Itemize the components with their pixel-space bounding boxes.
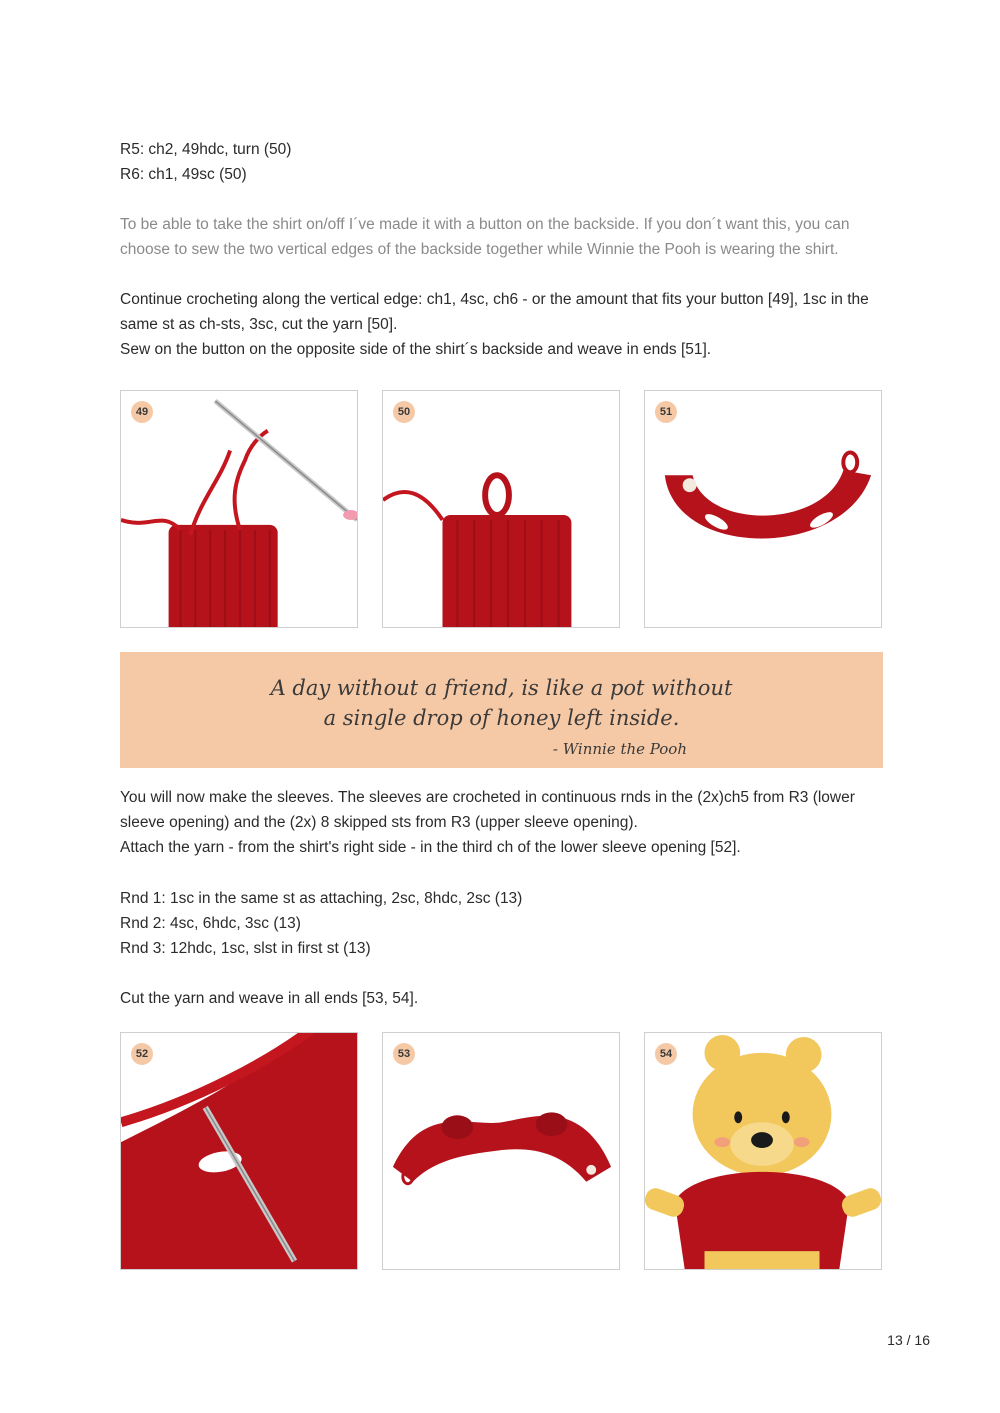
- photo-54-illustration: [645, 1033, 881, 1269]
- photo-53-illustration: [383, 1033, 619, 1269]
- round-1: Rnd 1: 1sc in the same st as attaching, 2sc, 8hdc, 2sc (13): [120, 890, 523, 907]
- button-note-text: To be able to take the shirt on/off I´ve made it with a button on the backside. If you don´t want this, you can choose to sew the two vertical edges of the backside together while Winnie the Pooh is wearing the shirt.: [120, 216, 850, 258]
- row-r5: R5: ch2, 49hdc, turn (50): [120, 141, 292, 158]
- edge-instructions: [120, 287, 890, 362]
- photo-49-illustration: [121, 391, 357, 627]
- row-instructions-top: [120, 137, 890, 187]
- photo-step-51: [644, 390, 882, 628]
- step-badge: 54: [655, 1043, 677, 1065]
- round-3: Rnd 3: 12hdc, 1sc, slst in first st (13): [120, 940, 371, 957]
- step-badge: 50: [393, 401, 415, 423]
- row-r6: R6: ch1, 49sc (50): [120, 166, 247, 183]
- quote-line-1: A day without a friend, is like a pot without: [270, 676, 733, 700]
- photo-step-52: [120, 1032, 358, 1270]
- step-badge: 49: [131, 401, 153, 423]
- photo-step-50: [382, 390, 620, 628]
- sleeves-instructions: [120, 785, 890, 860]
- button-note: [120, 212, 890, 262]
- round-instructions: [120, 886, 890, 961]
- photo-52-illustration: [121, 1033, 357, 1269]
- finish-instructions: [120, 986, 890, 1011]
- step-badge: 52: [131, 1043, 153, 1065]
- finish-text: Cut the yarn and weave in all ends [53, 54].: [120, 990, 419, 1007]
- sleeves-intro: You will now make the sleeves. The sleeves are crocheted in continuous rnds in the (2x)ch5 from R3 (lower sleeve opening) and the (2x) 8 skipped sts from R3 (upper sleeve opening).: [120, 789, 855, 831]
- photo-step-54: [644, 1032, 882, 1270]
- quote-author: - Winnie the Pooh: [552, 740, 687, 758]
- round-2: Rnd 2: 4sc, 6hdc, 3sc (13): [120, 915, 301, 932]
- photo-step-49: [120, 390, 358, 628]
- step-badge: 53: [393, 1043, 415, 1065]
- continue-instructions: Continue crocheting along the vertical edge: ch1, 4sc, ch6 - or the amount that fits your button [49], 1sc in the same st as ch-sts, 3sc, cut the yarn [50].: [120, 291, 869, 333]
- page-number: 13 / 16: [887, 1332, 930, 1348]
- step-badge: 51: [655, 401, 677, 423]
- quote-line-2: a single drop of honey left inside.: [323, 706, 680, 730]
- quote-banner: [120, 652, 883, 768]
- photo-51-illustration: [645, 391, 881, 627]
- button-instructions: Sew on the button on the opposite side of the shirt´s backside and weave in ends [51].: [120, 341, 712, 358]
- photo-step-53: [382, 1032, 620, 1270]
- photo-50-illustration: [383, 391, 619, 627]
- attach-instructions: Attach the yarn - from the shirt's right side - in the third ch of the lower sleeve opening [52].: [120, 839, 741, 856]
